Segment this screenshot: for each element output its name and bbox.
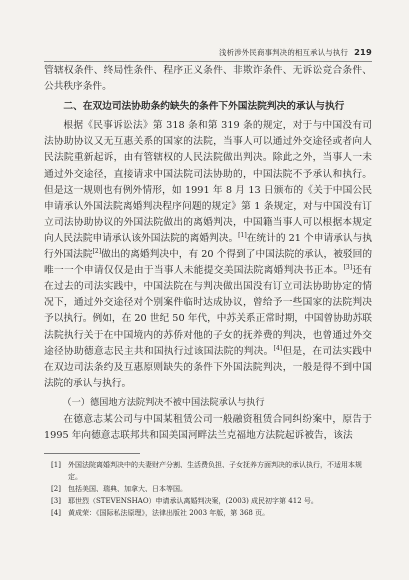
paragraph-1-part-a: 根据《民事诉讼法》第 318 条和第 319 条的规定，对于与中国没有司法协助协议又无互惠关系的国家的法院，当事人可以通过外交途径或者向人民法院重新起诉，由有管辖权的人民法院做出判决。除此之外，当事人一未通过外交途径，直接请求中国法院司法协助的，中国法院不予承认和执行。但是这一规则也有例外情形，如 1991 年 8 月 13 日颁布的《关于中国公民申请承认外国法院离婚判决程序问题的规定》第 1 条规定，对与中国没有订立司法协助协议的外国法院做出的离婚判决，中国籍当事人可以根据本规定向人民法院申请承认该外国法院的离婚判决。 (44, 120, 372, 244)
subsection-heading: （一）德国地方法院判决不被中国法院承认与执行 (62, 396, 265, 408)
paragraph-1-part-e: 但是，在司法实践中在双边司法条约及互惠原则缺失的条件下外国法院判决，一般是得不到中国法院的承认与执行。 (44, 345, 372, 389)
paragraph-1 (44, 118, 372, 392)
footnote-ref-1: [1] (238, 231, 247, 239)
footnote-ref-3: [3] (343, 263, 353, 271)
paragraph-1-part-c: 做出的离婚判决中，有 20 个得到了中国法院的承认，被驳回的唯一一个申请仅仅是由于当事人未能提交美国法院离婚判决书正本。 (44, 249, 373, 277)
paragraph-1-part-b: 在统计的 21 个申请承认与执行外国法院 (44, 232, 372, 261)
paragraph-1-part-d: 还有在过去的司法实践中，中国法院在与判决做出国没有订立司法协助协定的情况下，通过外交途径对个别案件临时达成协议，曾给予一些国家的法院判决予以执行。例如，在 20 世纪 50 年代，中苏关系正常时期，中国曾协助苏联法院执行关于在中国境内的苏侨对他的子女的抚养费的判决，也曾通过外交途径协助德意志民主共和国执行过该国法院的判决。 (44, 265, 372, 357)
footnote (44, 483, 372, 495)
footnotes (44, 459, 372, 519)
section-heading: 二、在双边司法协助条约缺失的条件下外国法院判决的承认与执行 (63, 101, 345, 113)
footnote-ref-4: [4] (273, 344, 283, 352)
footnote-text: 外国法院离婚判决中的夫妻财产分割、生活费负担、子女抚养方面判决的承认执行，不适用本规定。 (68, 461, 362, 481)
footnote (44, 495, 372, 507)
page-number: 219 (354, 47, 372, 57)
running-head-title: 浅析涉外民商事判决的相互承认与执行 (219, 48, 349, 57)
footnote-text: 包括美国、瑞典、加拿大、日本等国。 (68, 485, 187, 493)
footnote-number: [2] (51, 485, 61, 493)
footnote (44, 507, 372, 519)
footnote-number: [3] (51, 497, 61, 505)
footnote-number: [1] (51, 461, 61, 469)
body-text (44, 63, 372, 444)
footnote-number: [4] (51, 509, 61, 517)
running-head (42, 47, 372, 58)
paragraph-2: 在德意志某公司与中国某租赁公司一般融资租赁合同纠纷案中，原告于 1995 年向德意志联邦共和国美国河畔法兰克福地方法院起诉被告，该法 (44, 413, 372, 442)
continued-paragraph: 管辖权条件、终局性条件、程序正义条件、非欺诈条件、无诉讼竞合条件、公共秩序条件。 (44, 65, 372, 93)
footnote-rule (44, 453, 140, 454)
footnote (44, 459, 372, 483)
footnote-ref-2: [2] (92, 247, 102, 255)
footnote-text: 耶世烈（STEVENSHAO）申请承认离婚判决案，(2003) 成民初字第 412 号。 (68, 497, 318, 505)
footnote-text: 黄成荣：《国际私法原理》，法律出版社 2003 年版，第 368 页。 (68, 509, 270, 517)
header-rule (44, 61, 372, 62)
